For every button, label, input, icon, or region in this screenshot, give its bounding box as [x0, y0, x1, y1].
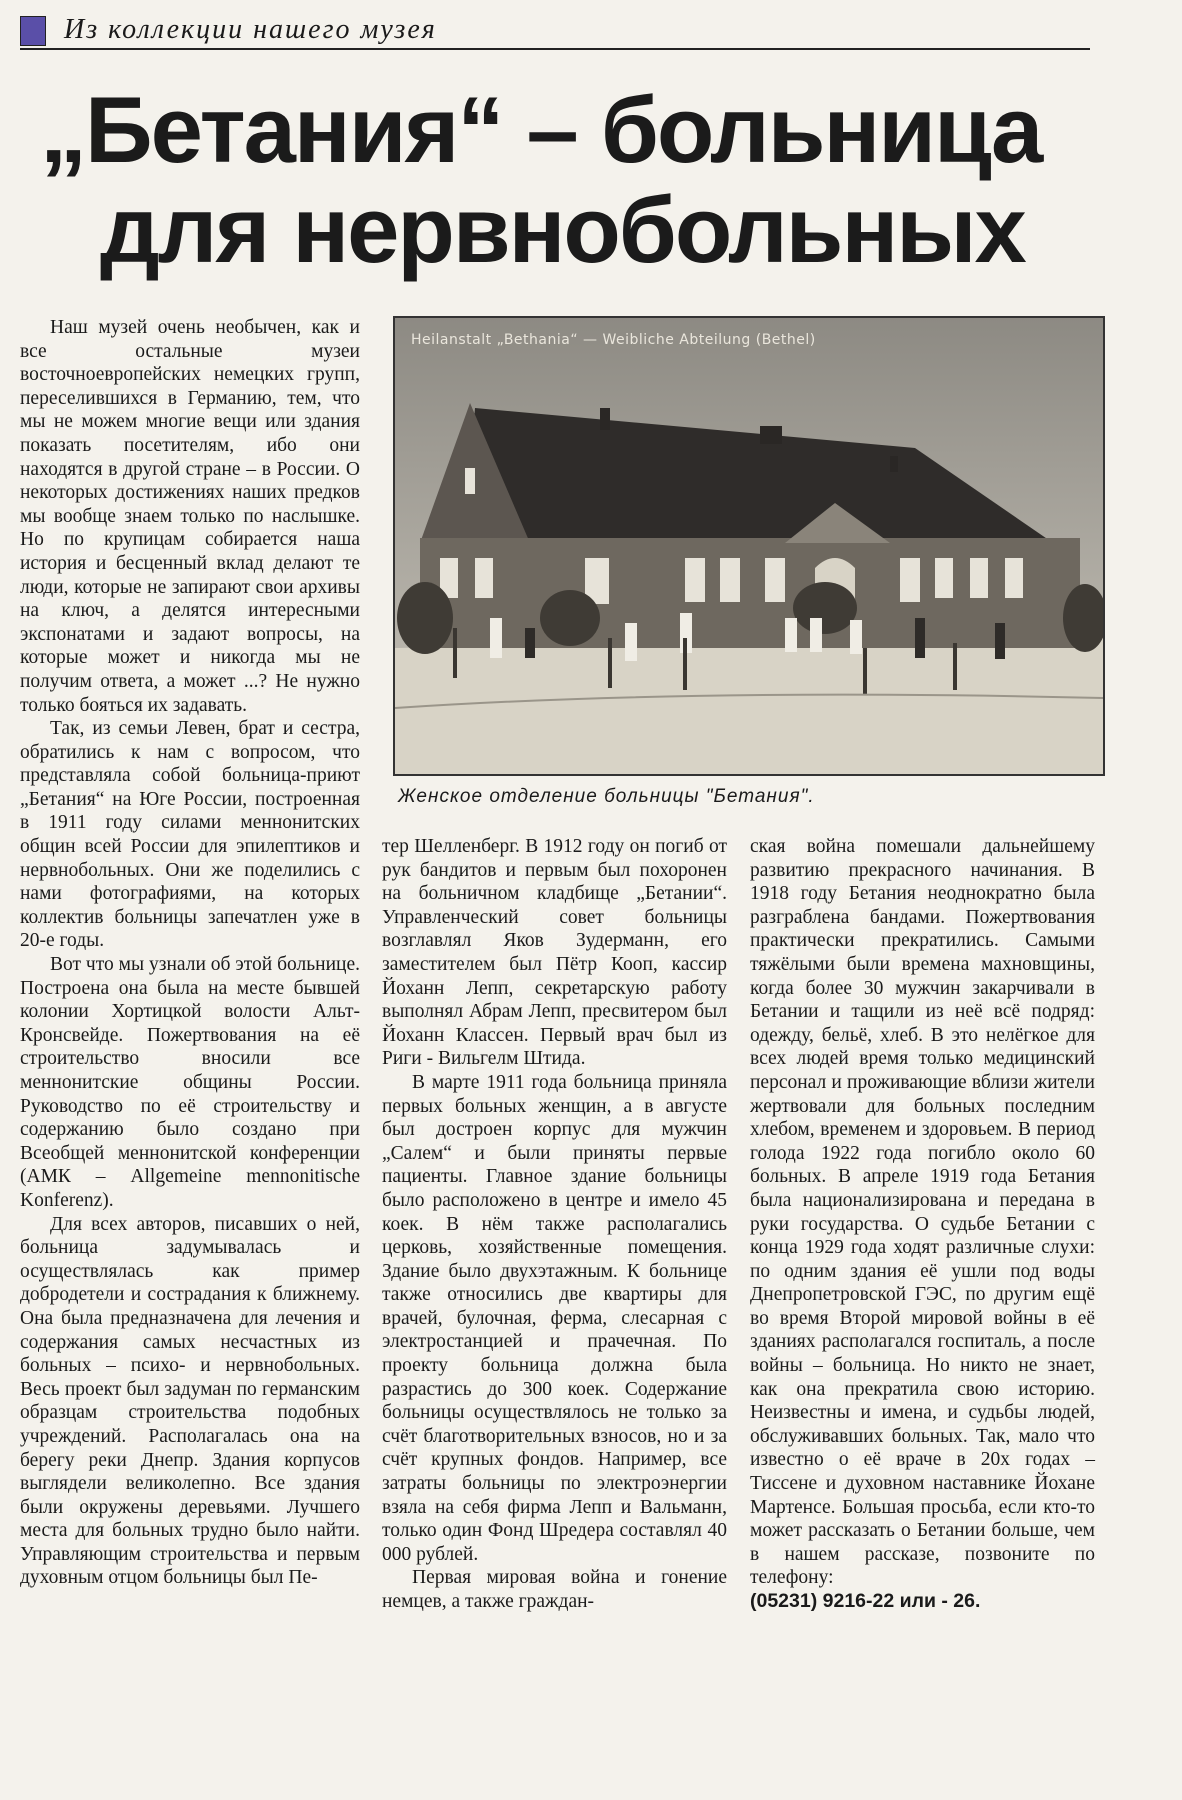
headline-line-1: „Бетания“ – больница — [40, 77, 1042, 182]
paragraph: Наш музей очень необычен, как и все остальные музеи восточноевропейских немецких групп, переселившихся в Германию, тем, что мы не можем многие вещи или здания показать посетителям, ибо они находятся в другой стране – в России. О некоторых достижениях наших предков мы вообще знаем только по наслышке. Но по крупицам собирается наша история и бесценный вклад делают те люди, которые не запирают свои архивы на ключ, а делятся интересными экспонатами и задают вопросы, на которые может и никогда мы не получим ответа, а может ...? Не нужно только бояться их задавать. — [20, 317, 360, 716]
column-2 — [382, 835, 727, 1614]
paragraph: Так, из семьи Левен, брат и сестра, обратились к нам с вопросом, что представляла собой больница-приют „Бетания“ на Юге России, построенная в 1911 году силами меннонитских общин всей России для эпилептиков и нервнобольных. Они же поделились с нами фотографиями, на которых коллектив больницы запечатлен уже в 20-е годы. — [20, 718, 360, 952]
hospital-photo — [393, 316, 1105, 776]
paragraph: тер Шелленберг. В 1912 году он погиб от рук бандитов и первым был похоронен на больничном кладбище „Бетании“. Управленческий совет больницы возглавлял Яков Зудерманн, его заместителем был Пётр Кооп, кассир Йоханн Лепп, секретарскую работу выполнял Абрам Лепп, пресвитером был Йоханн Классен. Первый врач был из Риги - Вильгелм Штида. — [382, 836, 727, 1070]
hospital-building-illustration — [395, 318, 1103, 774]
column-1 — [20, 316, 360, 1590]
paragraph: В марте 1911 года больница приняла первых больных женщин, а в августе был достроен корпус для мужчин „Салем“ и были приняты первые пациенты. Главное здание больницы было расположено в центре и имело 45 коек. В нём также располагались церковь, хозяйственные помещения. Здание было двухэтажным. К больнице также относились две квартиры для врачей, булочная, ферма, слесарная с электростанцией и прачечная. По проекту больница должна была разрастись до 300 коек. Содержание больницы осуществлялось не только за счёт благотворительных взносов, но и за счёт крупных фондов. Например, все затраты больницы по электроэнергии взяла на себя фирма Лепп и Вальманн, только один Фонд Шредера составлял 40 000 рублей. — [382, 1071, 727, 1565]
rubric-bar — [20, 14, 1090, 50]
paragraph: ская война помешали дальнейшему развитию прекрасного начинания. В 1918 году Бетания неоднократно была разграблена бандами. Пожертвования практически прекратились. Самыми тяжёлыми были времена махновщины, когда более 30 мужчин закарчивали в Бетании и тащили из неё всё подряд: одежду, бельё, хлеб. В это нелёгкое для всех людей время только медицинский персонал и проживающие вблизи жители жертвовали для больных последним хлебом, временем и здоровьем. В период голода 1922 года погибло около 60 больных. В апреле 1919 года Бетания была национализирована и передана в руки государства. О судьбе Бетании с конца 1929 года ходят различные слухи: по одним здания её ушли под воды Днепропетровской ГЭС, по другим ещё во время Второй мировой войны в её зданиях располагался госпиталь, а после войны – больница. Но никто не знает, как она прекратила свою историю. Неизвестны и имена, и судьбы людей, обслуживавших больных. Так, мало что известно о её враче в 20х годах – Тиссене и духовном наставнике Йохане Мартенсе. Большая просьба, если кто-то может рассказать о Бетании больше, чем в нашем рассказе, позвоните по телефону: — [750, 836, 1095, 1589]
headline-line-2: для нервнобольных — [100, 176, 1025, 282]
paragraph: Вот что мы узнали об этой больнице. Построена она была на месте бывшей колонии Хортицкой волости Альт-Кронсвейде. Пожертвования на её строительство вносили все меннонитские общины России. Руководство по её строительству и содержанию было создано при Всеобщей меннонитской конференции (АМК – Allgemeine mennonitische Konferenz). — [20, 954, 360, 1211]
rubric-title: Из коллекции нашего музея — [64, 14, 437, 45]
rubric-square-icon — [20, 16, 46, 46]
photo-caption: Женское отделение больницы "Бетания". — [398, 786, 815, 807]
photo-printed-caption: Heilanstalt „Bethania“ — Weibliche Abteilung (Bethel) — [411, 332, 816, 348]
paragraph: Первая мировая война и гонение немцев, а также граждан- — [382, 1567, 727, 1612]
phone-number: (05231) 9216-22 или - 26. — [750, 1590, 981, 1612]
article-headline — [40, 77, 1140, 282]
column-3 — [750, 835, 1095, 1614]
paragraph: Для всех авторов, писавших о ней, больница задумывалась и осуществлялась как пример добродетели и сострадания к ближнему. Она была предназначена для лечения и содержания самых несчастных из больных – психо- и нервнобольных. Весь проект был задуман по германским образцам строительства подобных учреждений. Располагалась она на берегу реки Днепр. Здания корпусов выглядели великолепно. Все здания были окружены деревьями. Лучшего места для больных трудно было найти. Управляющим строительства и первым духовным отцом больницы был Пе- — [20, 1213, 360, 1589]
